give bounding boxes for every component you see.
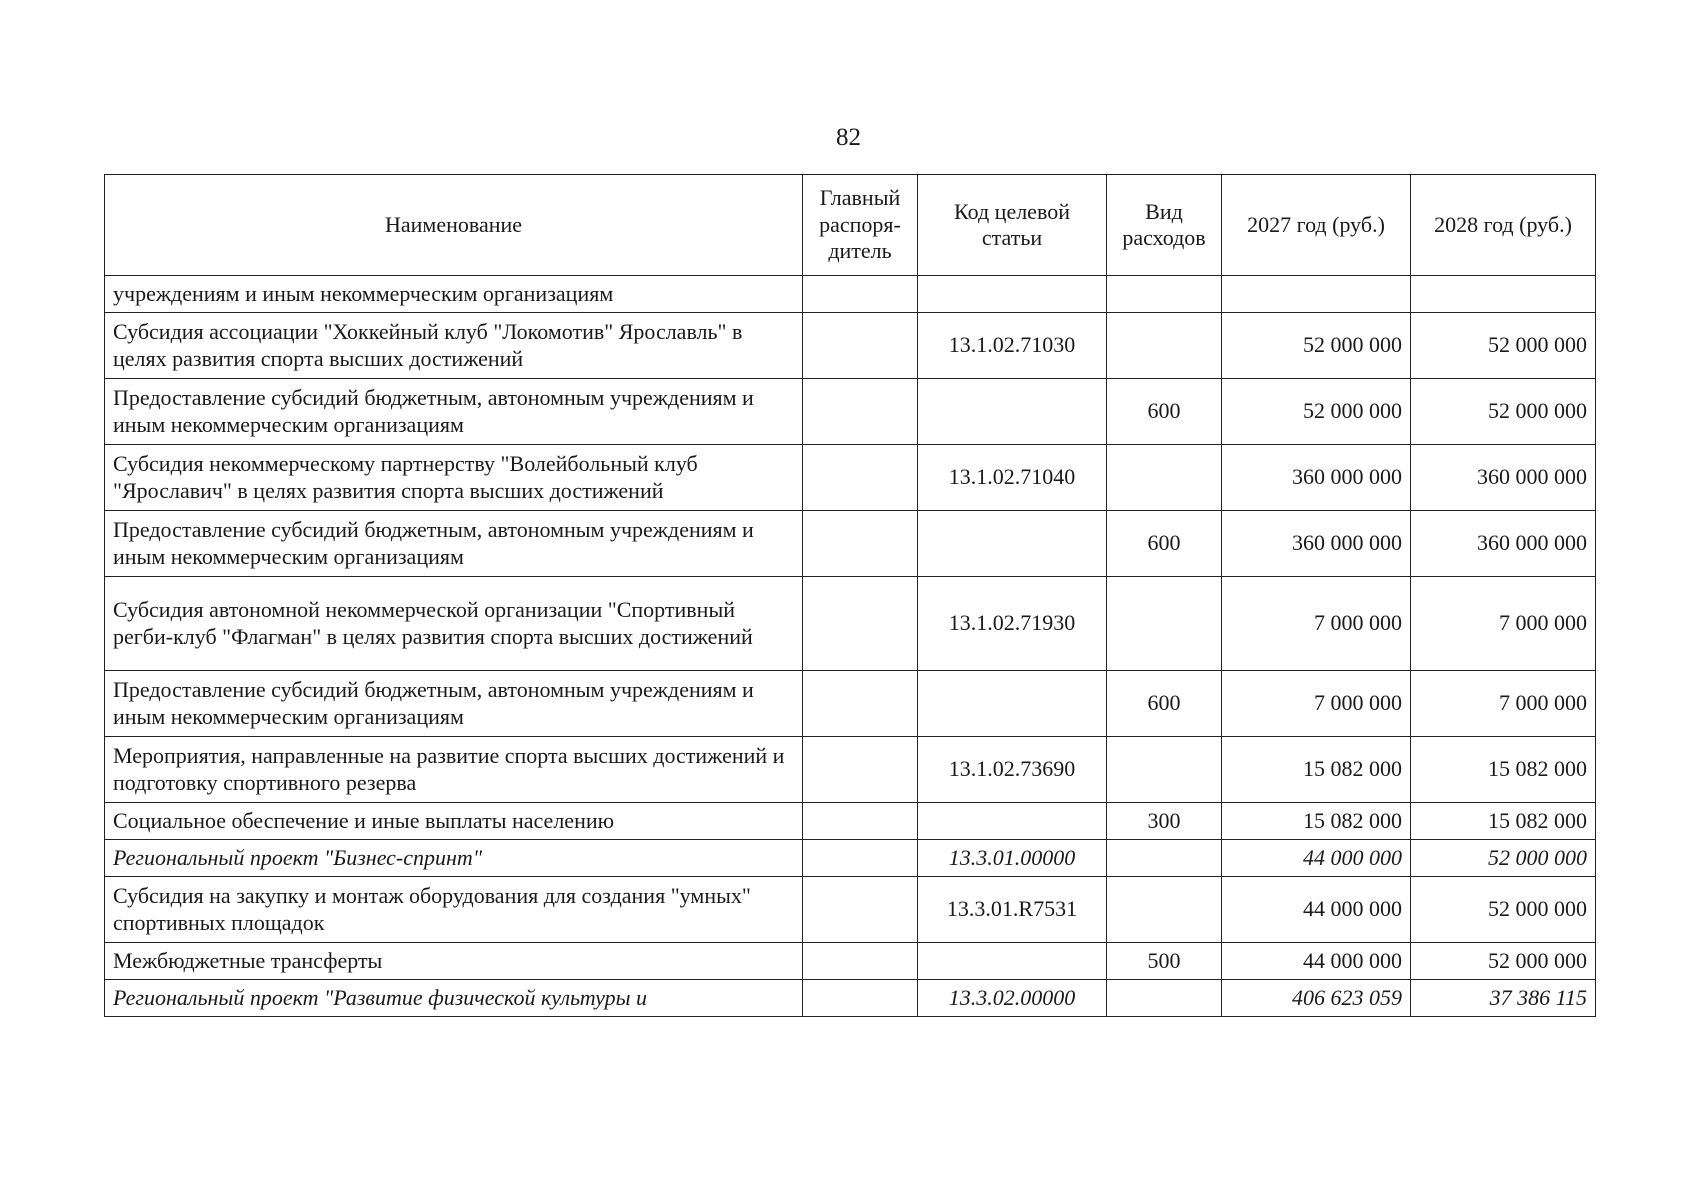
- row-2027: 360 000 000: [1222, 445, 1411, 511]
- budget-table: [104, 174, 1596, 1017]
- row-type: [1107, 980, 1222, 1017]
- header-type: Вид расходов: [1107, 175, 1222, 276]
- row-type: 600: [1107, 379, 1222, 445]
- row-name: Субсидия на закупку и монтаж оборудования для создания "умных" спортивных площадок: [105, 877, 803, 943]
- table-row: [105, 445, 1596, 511]
- row-2028: 7 000 000: [1411, 577, 1596, 671]
- row-2028: 7 000 000: [1411, 671, 1596, 737]
- table-row: [105, 379, 1596, 445]
- row-code: 13.1.02.71930: [918, 577, 1107, 671]
- row-manager: [803, 577, 918, 671]
- header-2027: 2027 год (руб.): [1222, 175, 1411, 276]
- row-2027: 44 000 000: [1222, 840, 1411, 877]
- row-name: Субсидия некоммерческому партнерству "Волейбольный клуб "Ярославич" в целях развития спорта высших достижений: [105, 445, 803, 511]
- row-2028: 52 000 000: [1411, 840, 1596, 877]
- row-name: Региональный проект "Развитие физической культуры и: [105, 980, 803, 1017]
- row-manager: [803, 379, 918, 445]
- row-2027: 7 000 000: [1222, 577, 1411, 671]
- row-type: [1107, 737, 1222, 803]
- header-name: Наименование: [105, 175, 803, 276]
- row-name: Предоставление субсидий бюджетным, автономным учреждениям и иным некоммерческим организациям: [105, 379, 803, 445]
- row-manager: [803, 803, 918, 840]
- row-name: Мероприятия, направленные на развитие спорта высших достижений и подготовку спортивного резерва: [105, 737, 803, 803]
- header-code: Код целевой статьи: [918, 175, 1107, 276]
- row-2028: 37 386 115: [1411, 980, 1596, 1017]
- row-type: 300: [1107, 803, 1222, 840]
- row-manager: [803, 313, 918, 379]
- row-code: [918, 276, 1107, 313]
- row-manager: [803, 511, 918, 577]
- row-name: Предоставление субсидий бюджетным, автономным учреждениям и иным некоммерческим организациям: [105, 511, 803, 577]
- table-row: [105, 737, 1596, 803]
- table-row: [105, 313, 1596, 379]
- page-number: 82: [836, 124, 861, 151]
- row-manager: [803, 943, 918, 980]
- table-row: [105, 577, 1596, 671]
- row-name: Субсидия автономной некоммерческой организации "Спортивный регби-клуб "Флагман" в целях развития спорта высших достижений: [105, 577, 803, 671]
- row-2027: 44 000 000: [1222, 943, 1411, 980]
- row-manager: [803, 276, 918, 313]
- row-manager: [803, 737, 918, 803]
- row-2028: 52 000 000: [1411, 313, 1596, 379]
- row-2028: 52 000 000: [1411, 877, 1596, 943]
- row-code: 13.1.02.71030: [918, 313, 1107, 379]
- header-2028: 2028 год (руб.): [1411, 175, 1596, 276]
- table-row: [105, 877, 1596, 943]
- row-code: [918, 379, 1107, 445]
- row-name: Региональный проект "Бизнес-спринт": [105, 840, 803, 877]
- row-name: Субсидия ассоциации "Хоккейный клуб "Локомотив" Ярославль" в целях развития спорта высших достижений: [105, 313, 803, 379]
- row-2028: 52 000 000: [1411, 943, 1596, 980]
- row-2028: 15 082 000: [1411, 737, 1596, 803]
- row-2028: 15 082 000: [1411, 803, 1596, 840]
- row-type: [1107, 840, 1222, 877]
- row-manager: [803, 877, 918, 943]
- row-type: [1107, 877, 1222, 943]
- table-header-row: [105, 175, 1596, 276]
- row-type: [1107, 445, 1222, 511]
- row-code: 13.3.02.00000: [918, 980, 1107, 1017]
- row-2027: 52 000 000: [1222, 379, 1411, 445]
- row-code: [918, 671, 1107, 737]
- row-type: [1107, 313, 1222, 379]
- row-type: [1107, 276, 1222, 313]
- row-manager: [803, 980, 918, 1017]
- table-row: [105, 980, 1596, 1017]
- row-code: 13.1.02.71040: [918, 445, 1107, 511]
- table-row: [105, 840, 1596, 877]
- row-2027: 15 082 000: [1222, 737, 1411, 803]
- table-row: [105, 943, 1596, 980]
- row-2027: 7 000 000: [1222, 671, 1411, 737]
- row-code: 13.1.02.73690: [918, 737, 1107, 803]
- row-2028: [1411, 276, 1596, 313]
- row-code: [918, 511, 1107, 577]
- table-row: [105, 276, 1596, 313]
- row-name: Межбюджетные трансферты: [105, 943, 803, 980]
- row-code: [918, 803, 1107, 840]
- row-2027: [1222, 276, 1411, 313]
- row-manager: [803, 445, 918, 511]
- row-2027: 52 000 000: [1222, 313, 1411, 379]
- row-2027: 44 000 000: [1222, 877, 1411, 943]
- row-name: Предоставление субсидий бюджетным, автономным учреждениям и иным некоммерческим организациям: [105, 671, 803, 737]
- row-manager: [803, 840, 918, 877]
- row-type: [1107, 577, 1222, 671]
- row-2027: 360 000 000: [1222, 511, 1411, 577]
- row-type: 500: [1107, 943, 1222, 980]
- row-name: Социальное обеспечение и иные выплаты населению: [105, 803, 803, 840]
- row-code: 13.3.01.R7531: [918, 877, 1107, 943]
- row-2028: 360 000 000: [1411, 445, 1596, 511]
- row-manager: [803, 671, 918, 737]
- row-code: [918, 943, 1107, 980]
- header-manager: Главный распоря-дитель: [803, 175, 918, 276]
- table-row: [105, 671, 1596, 737]
- row-2027: 15 082 000: [1222, 803, 1411, 840]
- row-code: 13.3.01.00000: [918, 840, 1107, 877]
- row-type: 600: [1107, 671, 1222, 737]
- row-type: 600: [1107, 511, 1222, 577]
- row-2027: 406 623 059: [1222, 980, 1411, 1017]
- table-row: [105, 511, 1596, 577]
- table-row: [105, 803, 1596, 840]
- row-2028: 360 000 000: [1411, 511, 1596, 577]
- row-name: учреждениям и иным некоммерческим организациям: [105, 276, 803, 313]
- row-2028: 52 000 000: [1411, 379, 1596, 445]
